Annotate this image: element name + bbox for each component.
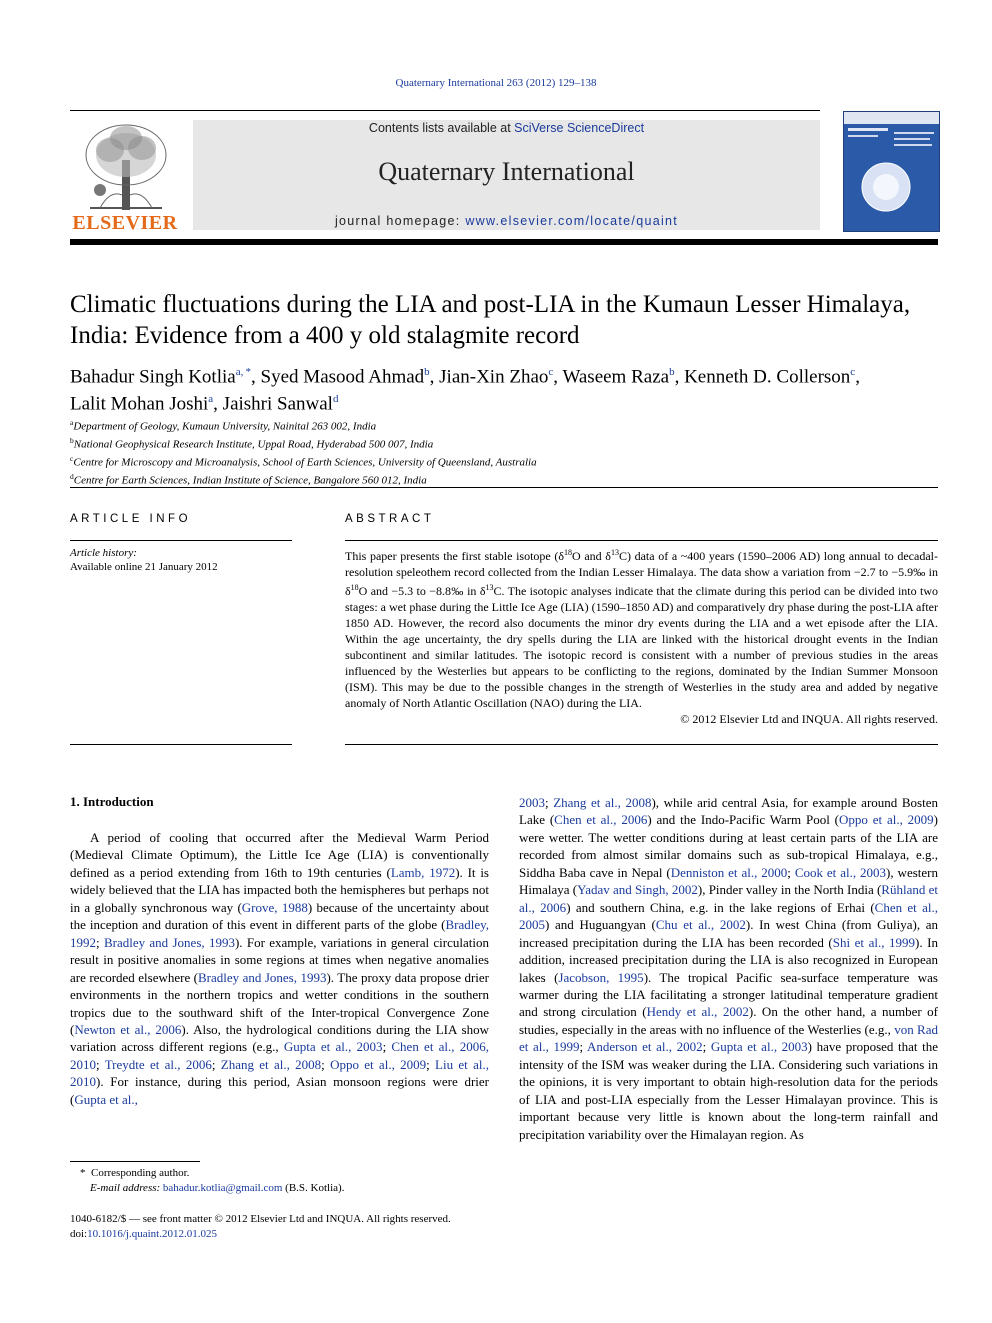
doi-link[interactable]: 10.1016/j.quaint.2012.01.025 xyxy=(87,1228,217,1240)
body-text: ). Also, the hydrological conditions during the LIA show variation across different regions (e.g., xyxy=(70,1021,490,1055)
reference-link[interactable]: Rühland et al., 2006 xyxy=(519,882,938,915)
body-text: A period of cooling that occurred after the Medieval Warm Period (Medieval Climate Optimum), the Little Ice Age (LIA) is conventionally defined as a period extending from 16th to 19th centuries ( xyxy=(70,830,489,880)
body-text: ). For instance, during this period, Asian monsoon regions were drier ( xyxy=(70,1074,489,1107)
email-link[interactable]: bahadur.kotlia@gmail.com xyxy=(162,1182,283,1194)
body-paragraph xyxy=(70,829,489,1108)
body-text: ), western Himalaya ( xyxy=(519,864,938,898)
article-info-rule xyxy=(70,540,292,541)
body-text: ). On the other hand, a number of studies, especially in the areas with no influence of the Westerlies (e.g., xyxy=(519,1004,939,1037)
header-divider xyxy=(70,110,820,111)
author-sup[interactable]: b xyxy=(669,366,675,378)
reference-link[interactable]: Yadav and Singh, 2002 xyxy=(577,882,698,898)
reference-link[interactable]: Gupta et al., 2003 xyxy=(710,1039,808,1055)
affiliation-divider xyxy=(70,487,938,488)
reference-link[interactable]: Zhang et al., 2008 xyxy=(553,795,652,810)
body-text: ) and southern China, e.g. in the lake regions of Erhai ( xyxy=(566,899,875,915)
body-text: ; xyxy=(545,795,554,810)
reference-link[interactable]: Chen et al., 2005 xyxy=(519,899,938,933)
reference-link[interactable]: Gupta et al., 2003 xyxy=(283,1039,383,1055)
reference-link[interactable]: Bradley and Jones, 1993 xyxy=(198,969,327,985)
reference-link[interactable]: Gupta et al., xyxy=(74,1091,138,1107)
contents-line: Contents lists available at SciVerse ScienceDirect xyxy=(368,121,645,135)
reference-link[interactable]: Bradley, 1992 xyxy=(70,917,489,950)
reference-link[interactable]: von Rad et al., 1999 xyxy=(519,1021,938,1055)
reference-link[interactable]: Treydte et al., 2006 xyxy=(104,1056,212,1072)
reference-link[interactable]: Shi et al., 1999 xyxy=(832,934,916,950)
reference-link[interactable]: Denniston et al., 2000 xyxy=(670,864,788,880)
body-text: ). The proxy data propose drier environments in the northern tropics and wetter conditions in the southern tropics due to the southward shift of the Inter-tropical Convergence Zone ( xyxy=(70,969,490,1037)
reference-link[interactable]: Oppo et al., 2009 xyxy=(839,812,934,828)
author-sup[interactable]: a xyxy=(208,393,214,406)
abstract-copyright: © 2012 Elsevier Ltd and INQUA. All rights reserved. xyxy=(680,712,938,726)
article-info-heading: ARTICLE INFO xyxy=(70,513,192,525)
header-thick-rule xyxy=(70,239,938,245)
author-name[interactable]: Waseem Raza xyxy=(562,366,670,388)
journal-name: Quaternary International xyxy=(378,157,635,186)
reference-link[interactable]: Grove, 1988 xyxy=(241,899,308,915)
abstract-text: This paper presents the first stable isotope ($\delta^{18}O$ and $\delta^{13}C$) data of a ~400 years (1590–2006 AD) long annual to decadal-resolution speleothem record collected from the Indian Lesser Himalaya. The data show a variation from −2.7 to −5.9‰ in $\delta^{18}O$ and −5.3 to −8.8‰ in $\delta^{13}C$. The isotopic analyses indicate that the climate during this period can be divided into two stages: a wet phase during the Little Ice Age (LIA) (1590–1850 AD) and comparatively dry phase during the post-LIA after 1850 AD. However, the record also documents the minor dry events during the LIA and a wet episode after the LIA. Within the age uncertainty, the dry spells during the LIA are linked with the historical drought events in the Indian subcontinent and similar latitudes. The isotopic record is consistent with a number of previous studies in the areas influenced by the Westerlies but appears to be conflicting to the regions, dominated by the Indian Summer Monsoon (ISM). This may be due to the possible changes in the strength of Westerlies in the study area and added by negative anomaly of North Atlantic Oscillation (NAO) during the LIA. © 2012 Elsevier Ltd and INQUA. All rights reserved. xyxy=(345,548,938,726)
journal-cover-thumbnail[interactable] xyxy=(843,111,940,232)
reference-link[interactable]: Anderson et al., 2002 xyxy=(586,1039,703,1055)
body-paragraph xyxy=(519,794,938,1143)
author-name[interactable]: Lalit Mohan Joshi xyxy=(70,393,209,415)
body-text: ) and Huguangyan ( xyxy=(545,917,656,933)
author-sup[interactable]: b xyxy=(424,366,430,378)
issn-line: 1040-6182/$ — see front matter © 2012 Elsevier Ltd and INQUA. All rights reserved. xyxy=(70,1213,451,1225)
body-text: ; xyxy=(702,1039,711,1055)
author-name[interactable]: Bahadur Singh Kotlia xyxy=(70,366,236,388)
reference-link[interactable]: Lamb, 1972 xyxy=(390,864,456,880)
article-history xyxy=(70,546,292,574)
body-text: ; xyxy=(321,1056,331,1072)
body-text: ) were wetter. The wetter conditions during at least certain parts of the LIA are recorded from almost similar domains such as sub-tropical Himalaya, e.g., Siddha Baba cave in Nepal ( xyxy=(519,812,939,880)
body-text: ) have proposed that the intensity of the ISM was weaker during the LIA. Considering such variations in the opinions, it is very important to obtain high-resolution data for the periods of LIA and post-LIA especially from the Lesser Himalayan province. This is important because very little is known about the long-term rainfall and precipitation variability over the Himalayan region. As xyxy=(519,1039,938,1142)
body-left-column xyxy=(70,829,489,1108)
abstract-heading: ABSTRACT xyxy=(345,513,435,525)
page-footer xyxy=(70,1212,570,1242)
reference-link[interactable]: Chen et al., 2006 xyxy=(554,812,648,828)
body-text: ). In addition, increased precipitation during the LIA is also recognized in European lakes ( xyxy=(519,934,938,985)
body-text: ). In west China (from Guliya), an increased precipitation during the LIA has been recorded ( xyxy=(519,917,939,950)
body-text: ), while arid central Asia, for example around Bosten Lake ( xyxy=(519,795,938,828)
reference-link[interactable]: Liu et al., 2010 xyxy=(70,1056,489,1090)
affiliations xyxy=(70,416,940,489)
body-text: ; xyxy=(382,1039,392,1055)
reference-link[interactable]: Zhang et al., 2008 xyxy=(220,1056,322,1072)
body-text: ) and the Indo-Pacific Warm Pool ( xyxy=(647,812,839,828)
reference-link[interactable]: Chen et al., 2006, 2010 xyxy=(70,1039,489,1072)
body-text: ; xyxy=(579,1039,587,1055)
body-text: ; xyxy=(426,1056,436,1072)
affiliation-item: $^c$Centre for Microscopy and Microanalysis, School of Earth Sciences, University of Queensland, Australia xyxy=(70,454,537,469)
reference-link[interactable]: Jacobson, 1995 xyxy=(558,969,644,985)
author-list: Bahadur Singh Kotlia$^{a, *}$, Syed Masood Ahmad$^b$, Jian-Xin Zhao$^c$, Waseem Raza$^b$, Kenneth D. Collerson$^c$, Lalit Mohan Joshi$^a$, Jaishri Sanwal$^d$ xyxy=(70,366,860,415)
affiliation-item: $^d$Centre for Earth Sciences, Indian Institute of Science, Bangalore 560 012, India xyxy=(70,472,427,488)
reference-link[interactable]: Chu et al., 2002 xyxy=(655,917,746,933)
reference-link[interactable]: Hendy et al., 2002 xyxy=(646,1004,749,1020)
body-text: ). The tropical Pacific sea-surface temperature was warmer during the LIA facilitating a stronger latitudinal temperature gradient and strong circulation ( xyxy=(519,969,938,1020)
homepage-link[interactable]: www.elsevier.com/locate/quaint xyxy=(465,214,679,228)
section-heading-introduction: 1. Introduction xyxy=(70,794,154,809)
body-text: ; xyxy=(96,1056,105,1072)
available-date: Available online 21 January 2012 xyxy=(70,561,218,573)
reference-link[interactable]: Bradley and Jones, 1993 xyxy=(103,934,235,950)
sciencedirect-link[interactable]: SciVerse ScienceDirect xyxy=(514,121,645,135)
abstract-rule xyxy=(345,540,938,541)
reference-link[interactable]: Newton et al., 2006 xyxy=(74,1021,182,1037)
body-text: ). It is widely believed that the LIA has impacted both the hemispheres but perhaps not in a globally synchronous way ( xyxy=(70,864,489,915)
body-text: ; xyxy=(787,864,795,880)
history-label: Article history: xyxy=(70,547,137,559)
body-text: ). For example, variations in general circulation result in positive anomalies in some regions at times when negative anomalies are recorded elsewhere ( xyxy=(70,934,489,985)
reference-link[interactable]: Oppo et al., 2009 xyxy=(330,1056,427,1072)
abstract-bottom-rule xyxy=(345,744,938,745)
body-text: ; xyxy=(211,1056,221,1072)
article-info-bottom-rule xyxy=(70,744,292,745)
author-sup[interactable]: c xyxy=(548,366,554,378)
footnote: * Corresponding author. E-mail address: bahadur.kotlia@gmail.com (B.S. Kotlia). xyxy=(80,1167,345,1194)
affiliation-item: $^a$Department of Geology, Kumaun University, Nainital 263 002, India xyxy=(70,418,377,433)
body-text: ) because of the uncertainty about the inception and duration of this event in different parts of the globe ( xyxy=(70,899,489,933)
author-sup[interactable]: a, * xyxy=(235,366,252,378)
body-text: ; xyxy=(96,934,104,950)
author-name[interactable]: Kenneth D. Collerson xyxy=(684,366,851,388)
journal-citation[interactable]: Quaternary International 263 (2012) 129–138 xyxy=(395,77,597,89)
author-name[interactable]: Syed Masood Ahmad xyxy=(260,366,425,388)
reference-link[interactable]: Cook et al., 2003 xyxy=(794,864,887,880)
author-name[interactable]: Jian-Xin Zhao xyxy=(439,366,549,388)
body-text: ), Pinder valley in the North India ( xyxy=(697,882,882,898)
affiliation-item: $^b$National Geophysical Research Institute, Uppal Road, Hyderabad 500 007, India xyxy=(70,436,434,451)
doi-line: doi:10.1016/j.quaint.2012.01.025 xyxy=(70,1228,217,1240)
author-sup[interactable]: c xyxy=(850,366,856,378)
author-name[interactable]: Jaishri Sanwal xyxy=(222,393,333,415)
body-right-column xyxy=(519,794,938,1143)
author-sup[interactable]: d xyxy=(332,393,339,406)
article-title: Climatic fluctuations during the LIA and post-LIA in the Kumaun Lesser Himalaya, India: Evidence from a 400 y old stalagmite record xyxy=(70,291,911,349)
elsevier-wordmark: ELSEVIER xyxy=(72,212,178,234)
journal-homepage: journal homepage: www.elsevier.com/locate/quaint xyxy=(334,214,679,228)
reference-link[interactable]: 2003 xyxy=(519,795,545,810)
footnote-rule xyxy=(70,1161,200,1162)
